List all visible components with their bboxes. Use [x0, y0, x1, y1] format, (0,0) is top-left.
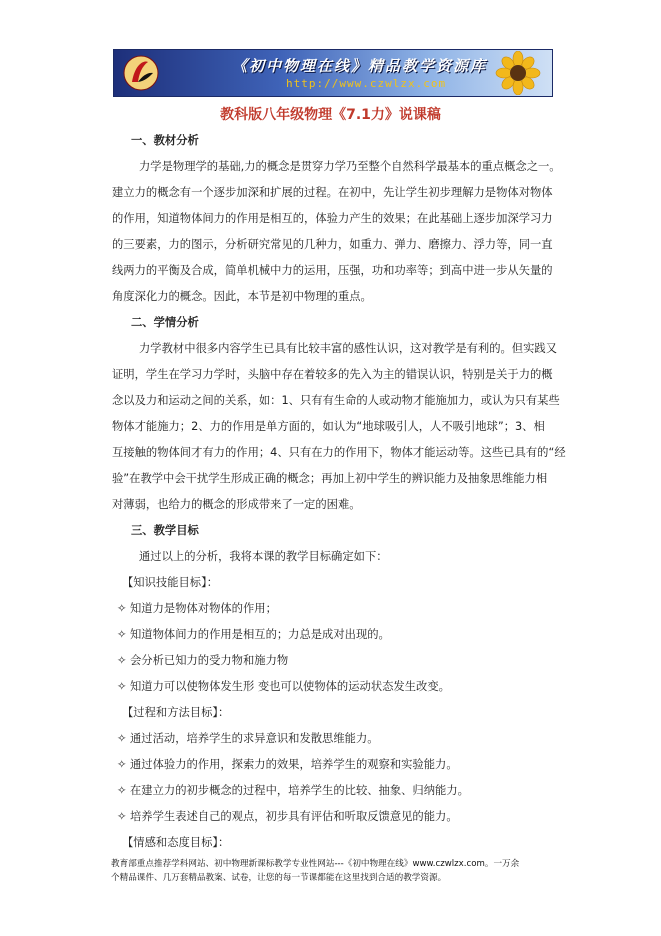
- paragraph-line: 的作用，知道物体间力的作用是相互的，体验力产生的效果；在此基础上逐步加深学习力: [112, 212, 553, 225]
- document-title: 教科版八年级物理《7.1力》说课稿: [220, 107, 441, 123]
- diamond-bullet-icon: ✧: [117, 654, 127, 667]
- diamond-bullet-icon: ✧: [117, 758, 127, 771]
- paragraph-line: 力学是物理学的基础,力的概念是贯穿力学乃至整个自然科学最基本的重点概念之一。: [139, 160, 561, 173]
- footer-line: 教育部重点推荐学科网站、初中物理新课标教学专业性网站---《初中物理在线》www.czwlzx.com。一万余: [111, 859, 520, 869]
- paragraph-line: 角度深化力的概念。因此，本节是初中物理的重点。: [112, 290, 372, 303]
- site-logo-icon: [122, 54, 160, 92]
- section-heading: 三、教学目标: [131, 524, 199, 537]
- list-item: ✧ 在建立力的初步概念的过程中，培养学生的比较、抽象、归纳能力。: [112, 778, 582, 804]
- list-item: ✧ 知道力可以使物体发生形 变也可以使物体的运动状态发生改变。: [112, 674, 582, 700]
- list-item: ✧ 知道力是物体对物体的作用；: [112, 596, 582, 622]
- list-item: ✧ 培养学生表述自己的观点，初步具有评估和听取反馈意见的能力。: [112, 804, 582, 830]
- banner-title: 《初中物理在线》精品教学资源库: [232, 57, 488, 75]
- list-item: ✧ 会分析已知力的受力物和施力物: [112, 648, 582, 674]
- page-footer: [111, 857, 581, 885]
- site-banner: [113, 49, 553, 97]
- diamond-bullet-icon: ✧: [117, 732, 127, 745]
- paragraph-line: 证明，学生在学习力学时，头脑中存在着较多的先入为主的错误认识，特别是关于力的概: [112, 368, 553, 381]
- diamond-bullet-icon: ✧: [117, 810, 127, 823]
- paragraph-line: 通过以上的分析，我将本课的教学目标确定如下：: [139, 550, 388, 563]
- banner-url: http://www.czwlzx.com: [286, 77, 447, 90]
- paragraph-line: 互接触的物体间才有力的作用；4、只有在力的作用下，物体才能运动等。这些已具有的“经: [112, 446, 566, 459]
- paragraph-line: 念以及力和运动之间的关系，如：1、只有有生命的人或动物才能施加力，或认为只有某些: [112, 394, 560, 407]
- document-body: [112, 128, 582, 856]
- emotion-goals-heading: 【情感和态度目标】：: [122, 836, 230, 849]
- section-heading: 二、学情分析: [131, 316, 199, 329]
- paragraph-line: 对薄弱，也给力的概念的形成带来了一定的困难。: [112, 498, 361, 511]
- footer-line: 个精品课件、几万套精品教案、试卷，让您的每一节课都能在这里找到合适的教学资源。: [111, 873, 447, 883]
- diamond-bullet-icon: ✧: [117, 628, 127, 641]
- sunflower-icon: [488, 51, 548, 95]
- list-item: ✧ 通过活动，培养学生的求异意识和发散思维能力。: [112, 726, 582, 752]
- paragraph-line: 物体才能施力；2、力的作用是单方面的，如认为“地球吸引人，人不吸引地球”；3、相: [112, 420, 545, 433]
- list-item: ✧ 知道物体间力的作用是相互的；力总是成对出现的。: [112, 622, 582, 648]
- list-item: ✧ 通过体验力的作用，探索力的效果，培养学生的观察和实验能力。: [112, 752, 582, 778]
- diamond-bullet-icon: ✧: [117, 680, 127, 693]
- paragraph-line: 线两力的平衡及合成，简单机械中力的运用，压强，功和功率等；到高中进一步从矢量的: [112, 264, 553, 277]
- paragraph-line: 建立力的概念有一个逐步加深和扩展的过程。在初中，先让学生初步理解力是物体对物体: [112, 186, 553, 199]
- knowledge-goals-heading: 【知识技能目标】：: [122, 576, 219, 589]
- process-goals-heading: 【过程和方法目标】：: [122, 706, 230, 719]
- diamond-bullet-icon: ✧: [117, 602, 127, 615]
- diamond-bullet-icon: ✧: [117, 784, 127, 797]
- paragraph-line: 力学教材中很多内容学生已具有比较丰富的感性认识，这对教学是有利的。但实践又: [139, 342, 557, 355]
- paragraph-line: 验”在教学中会干扰学生形成正确的概念；再加上初中学生的辨识能力及抽象思维能力相: [112, 472, 548, 485]
- paragraph-line: 的三要素，力的图示，分析研究常见的几种力，如重力、弹力、磨擦力、浮力等，同一直: [112, 238, 553, 251]
- section-heading: 一、教材分析: [131, 134, 199, 147]
